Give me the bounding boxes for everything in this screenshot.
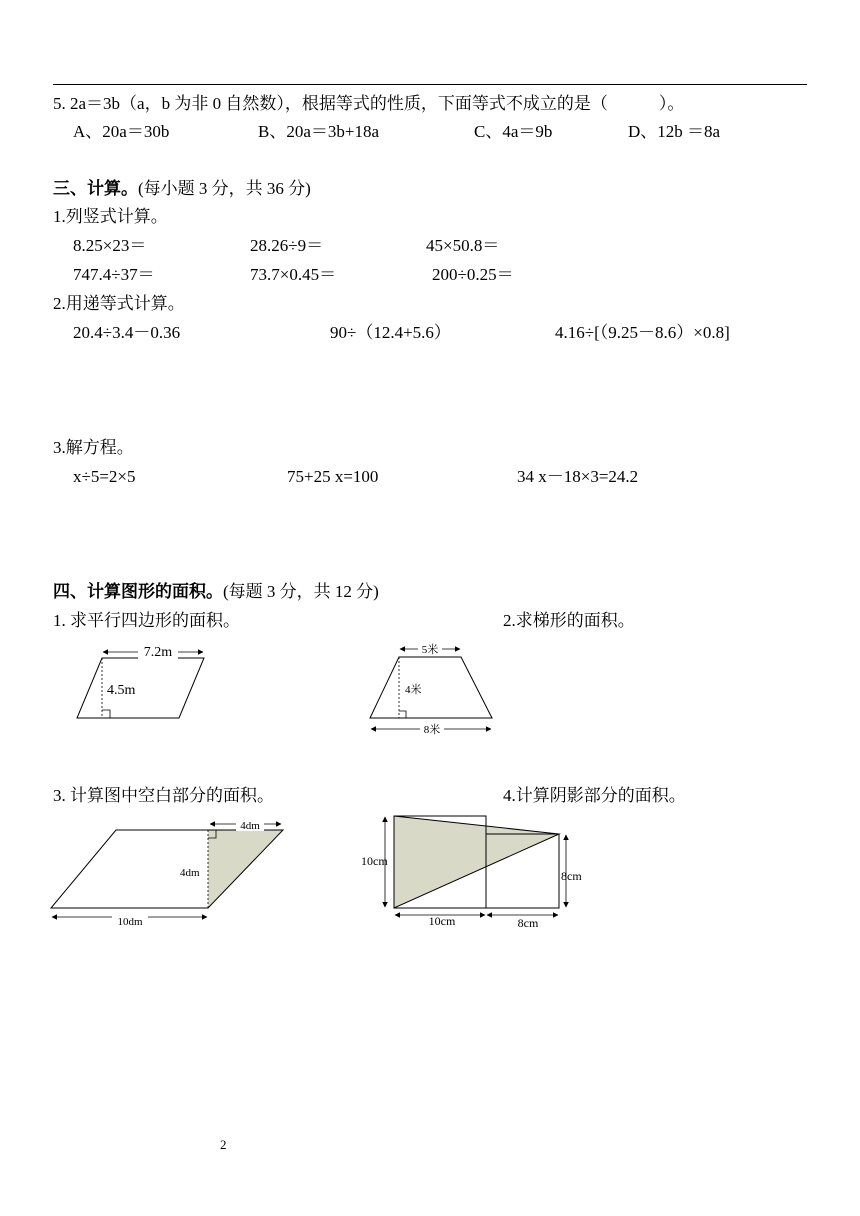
equation-item: 34 x－18×3=24.2	[517, 467, 639, 486]
stepwise-item: 20.4÷3.4－0.36	[73, 323, 181, 342]
part3-title: 3.解方程。	[53, 438, 134, 457]
calc-item: 747.4÷37＝	[73, 265, 155, 284]
shaded-top-label: 4dm	[240, 820, 260, 832]
bottom-left-label: 10cm	[428, 914, 456, 928]
q2-title: 2.求梯形的面积。	[503, 611, 635, 630]
section3-note: (每小题 3 分，共 36 分)	[138, 179, 311, 198]
calc-item: 28.26÷9＝	[250, 236, 324, 255]
parallelogram-height-label: 4.5m	[107, 683, 136, 698]
page-number: 2	[220, 1137, 227, 1152]
stepwise-item: 4.16÷[（9.25－8.6）×0.8]	[555, 323, 730, 342]
part2-title: 2.用递等式计算。	[53, 294, 185, 313]
section3-title: 三、计算。	[53, 179, 138, 198]
q5-stem: 5. 2a＝3b（a，b 为非 0 自然数），根据等式的性质，下面等式不成立的是（ ）。	[53, 94, 685, 113]
part1-title: 1.列竖式计算。	[53, 207, 168, 226]
right-side-label: 8cm	[561, 869, 582, 883]
calc-item: 73.7×0.45＝	[250, 265, 337, 284]
trapezoid-bottom-label: 8米	[423, 724, 441, 736]
equation-item: x÷5=2×5	[73, 467, 136, 486]
bottom-right-label: 8cm	[517, 916, 539, 930]
shaded-height-label: 4dm	[180, 867, 200, 879]
shaded-bottom-label: 10dm	[117, 916, 143, 928]
q5-option-b: B、20a＝3b+18a	[258, 122, 380, 141]
section4-title: 四、计算图形的面积。	[53, 582, 223, 601]
q3-title: 3. 计算图中空白部分的面积。	[53, 786, 274, 805]
trapezoid-top-label: 5米	[421, 644, 439, 656]
q5-option-d: D、12b ＝8a	[628, 122, 721, 141]
equation-item: 75+25 x=100	[287, 467, 379, 486]
q5-option-c: C、4a＝9b	[474, 122, 553, 141]
shaded-triangle-2	[394, 816, 559, 908]
left-side-label: 10cm	[361, 854, 388, 868]
calc-item: 200÷0.25＝	[432, 265, 514, 284]
parallelogram-top-label: 7.2m	[143, 645, 173, 660]
trapezoid-height-label: 4米	[405, 684, 422, 696]
section4-note: (每题 3 分，共 12 分)	[223, 582, 379, 601]
q1-title: 1. 求平行四边形的面积。	[53, 611, 240, 630]
calc-item: 45×50.8＝	[426, 236, 500, 255]
stepwise-item: 90÷（12.4+5.6）	[330, 323, 451, 342]
q4-title: 4.计算阴影部分的面积。	[503, 786, 686, 805]
calc-item: 8.25×23＝	[73, 236, 147, 255]
q5-option-a: A、20a＝30b	[73, 122, 170, 141]
